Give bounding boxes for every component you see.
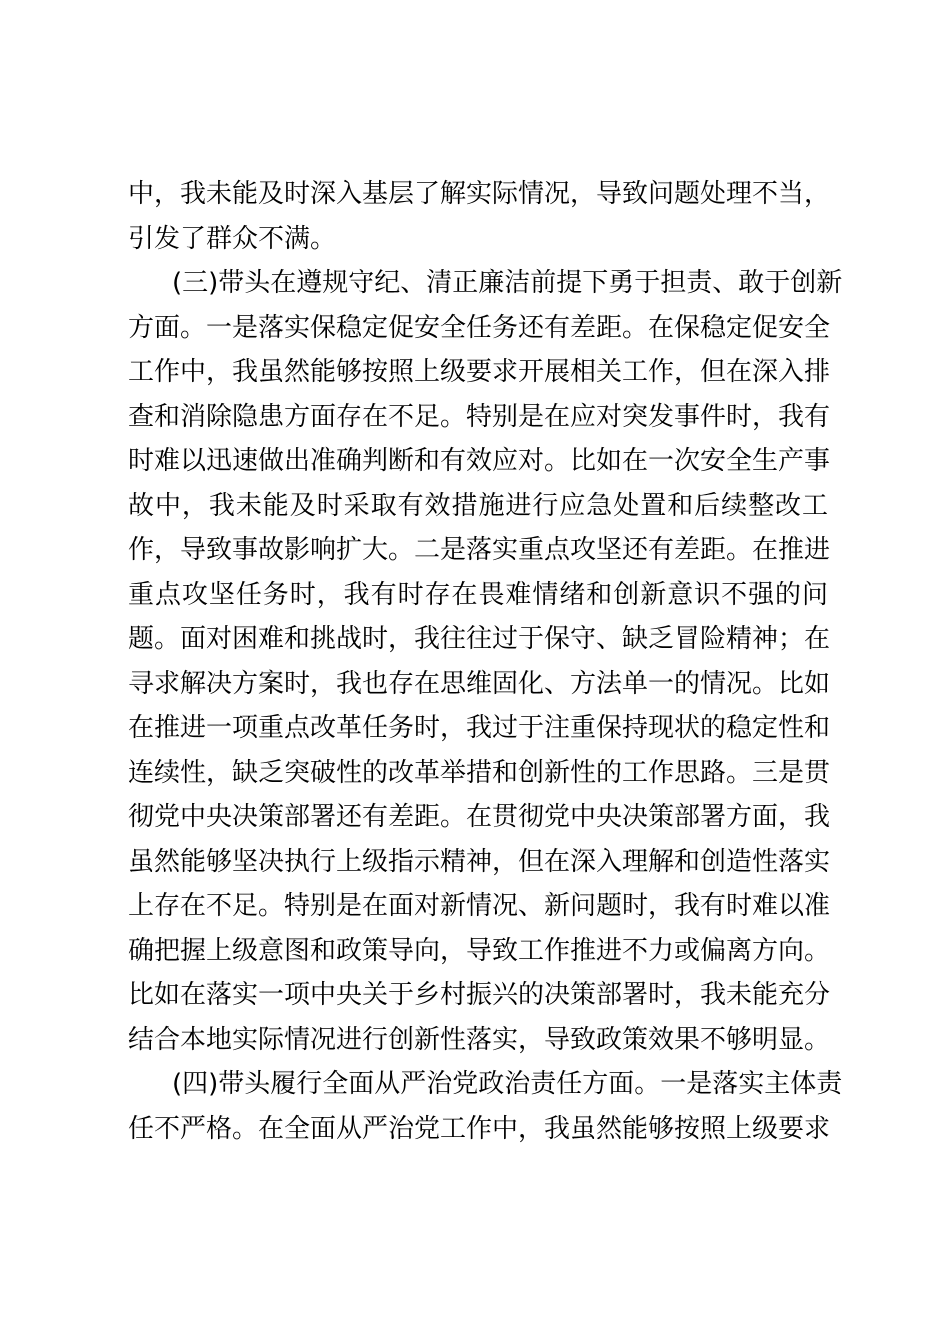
text-line: 查和消除隐患方面存在不足。特别是在应对突发事件时，我有 [128, 401, 831, 432]
text-line: 工作中，我虽然能够按照上级要求开展相关工作，但在深入排 [128, 357, 831, 387]
text-line: 确把握上级意图和政策导向，导致工作推进不力或偏离方向。 [128, 935, 831, 966]
text-line: 任不严格。在全面从严治党工作中，我虽然能够按照上级要求 [128, 1113, 831, 1144]
text-line: 题。面对困难和挑战时，我往往过于保守、缺乏冒险精神；在 [128, 624, 831, 654]
text-line: 上存在不足。特别是在面对新情况、新问题时，我有时难以准 [128, 891, 831, 921]
text-line: 时难以迅速做出准确判断和有效应对。比如在一次安全生产事 [128, 446, 831, 476]
text-line: 作，导致事故影响扩大。二是落实重点攻坚还有差距。在推进 [128, 535, 831, 565]
text-line: 彻党中央决策部署还有差距。在贯彻党中央决策部署方面，我 [128, 802, 831, 832]
body-text [128, 172, 843, 1151]
text-line: 方面。一是落实保稳定促安全任务还有差距。在保稳定促安全 [128, 312, 831, 343]
text-line: 寻求解决方案时，我也存在思维固化、方法单一的情况。比如 [128, 668, 831, 699]
section-heading-line: (三)带头在遵规守纪、清正廉洁前提下勇于担责、敢于创新 [172, 268, 843, 298]
text-line: 中，我未能及时深入基层了解实际情况，导致问题处理不当， [128, 179, 831, 209]
section-heading-line: (四)带头履行全面从严治党政治责任方面。一是落实主体责 [172, 1069, 843, 1099]
text-line: 故中，我未能及时采取有效措施进行应急处置和后续整改工 [128, 490, 828, 521]
text-line: 引发了群众不满。 [128, 223, 337, 254]
text-line: 比如在落实一项中央关于乡村振兴的决策部署时，我未能充分 [128, 980, 831, 1010]
text-line: 虽然能够坚决执行上级指示精神，但在深入理解和创造性落实 [128, 846, 831, 877]
text-line: 结合本地实际情况进行创新性落实，导致政策效果不够明显。 [128, 1024, 831, 1055]
text-line: 在推进一项重点改革任务时，我过于注重保持现状的稳定性和 [128, 713, 831, 743]
text-line: 连续性，缺乏突破性的改革举措和创新性的工作思路。三是贯 [128, 757, 831, 788]
text-line: 重点攻坚任务时，我有时存在畏难情绪和创新意识不强的问 [128, 579, 828, 610]
